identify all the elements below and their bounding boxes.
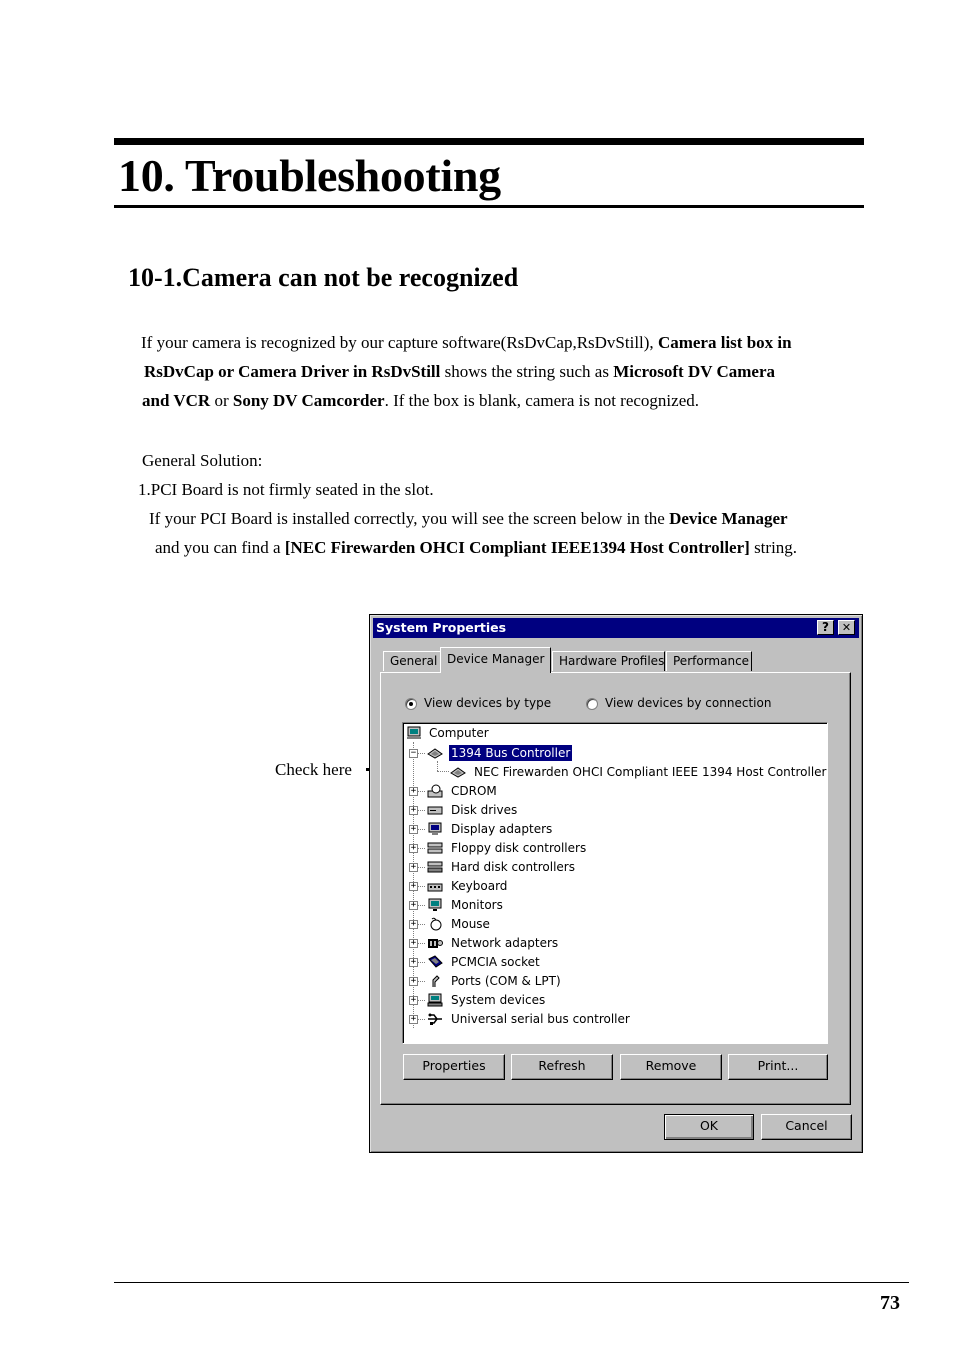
tree-label: NEC Firewarden OHCI Compliant IEEE 1394 Host Controller [474, 765, 827, 779]
radio-view-by-connection-label[interactable]: View devices by connection [605, 696, 772, 710]
remove-button[interactable]: Remove [620, 1054, 722, 1080]
tree-connector [418, 905, 425, 906]
tree-label: PCMCIA socket [451, 955, 540, 969]
tree-connector [418, 791, 425, 792]
help-button[interactable]: ? [817, 620, 834, 635]
system-device-icon [427, 993, 443, 1007]
tree-connector [418, 943, 425, 944]
tree-label: Disk drives [451, 803, 518, 817]
tree-item-floppy-disk-controllers[interactable] [403, 839, 827, 858]
intro-line-3: and VCR or Sony DV Camcorder. If the box is blank, camera is not recognized. [142, 391, 699, 410]
chapter-top-rule [114, 138, 864, 145]
network-adapter-icon [427, 936, 443, 950]
tree-item-1394-bus-controller[interactable] [403, 744, 827, 763]
properties-button[interactable]: Properties [403, 1054, 505, 1080]
dialog-titlebar[interactable] [373, 618, 859, 638]
page-number: 73 [880, 1292, 900, 1314]
print-button[interactable]: Print... [728, 1054, 828, 1080]
expand-icon[interactable]: + [410, 900, 417, 910]
tab-hardware-profiles[interactable]: Hardware Profiles [552, 651, 665, 671]
close-button[interactable]: ✕ [838, 620, 855, 635]
footer-rule [114, 1282, 909, 1283]
expand-icon[interactable]: + [410, 786, 417, 796]
tree-item-usb-controller[interactable] [403, 1010, 827, 1029]
bus-controller-icon [427, 746, 443, 760]
expand-icon[interactable]: + [410, 957, 417, 967]
tree-label: Ports (COM & LPT) [451, 974, 561, 988]
tree-item-computer[interactable] [403, 725, 827, 744]
tree-label: Universal serial bus controller [451, 1012, 630, 1026]
tree-item-nec-host-controller[interactable] [403, 763, 827, 782]
tree-connector [418, 981, 425, 982]
solution-heading: General Solution: [142, 451, 263, 470]
tree-item-network-adapters[interactable] [403, 934, 827, 953]
device-tree[interactable] [402, 722, 828, 1044]
usb-icon [427, 1012, 443, 1026]
solution-line-2: and you can find a [NEC Firewarden OHCI Compliant IEEE1394 Host Controller] string. [155, 538, 798, 557]
expand-icon[interactable]: + [410, 881, 417, 891]
expand-icon[interactable]: + [410, 995, 417, 1005]
expand-icon[interactable]: + [410, 824, 417, 834]
tree-connector [418, 848, 425, 849]
display-adapter-icon [427, 822, 443, 836]
tab-general[interactable]: General [383, 651, 442, 671]
tree-item-disk-drives[interactable] [403, 801, 827, 820]
intro-line-2: RsDvCap or Camera Driver in RsDvStill shows the string such as Microsoft DV Camera [144, 362, 775, 381]
computer-icon [406, 726, 422, 740]
tree-item-cdrom[interactable] [403, 782, 827, 801]
tree-item-hard-disk-controllers[interactable] [403, 858, 827, 877]
tree-label: CDROM [451, 784, 497, 798]
tree-connector [418, 962, 425, 963]
tree-item-monitors[interactable] [403, 896, 827, 915]
ok-button[interactable]: OK [664, 1114, 754, 1140]
tree-connector [418, 924, 425, 925]
radio-view-by-type-label[interactable]: View devices by type [424, 696, 552, 710]
collapse-icon[interactable]: − [410, 748, 417, 758]
monitor-icon [427, 898, 443, 912]
cdrom-icon [427, 784, 443, 798]
tree-label: Computer [429, 726, 489, 740]
tab-performance[interactable]: Performance [666, 651, 752, 671]
tree-connector [418, 1019, 425, 1020]
expand-icon[interactable]: + [410, 938, 417, 948]
hard-disk-controller-icon [427, 860, 443, 874]
check-here-label: Check here [275, 760, 352, 779]
refresh-button[interactable]: Refresh [511, 1054, 613, 1080]
tree-label: Monitors [451, 898, 503, 912]
chapter-title: 10. Troubleshooting [118, 150, 501, 201]
expand-icon[interactable]: + [410, 862, 417, 872]
tree-item-system-devices[interactable] [403, 991, 827, 1010]
solution-line-1: If your PCI Board is installed correctly, you will see the screen below in the Device Manager [149, 509, 788, 528]
tree-label: Keyboard [451, 879, 508, 893]
tree-label: Mouse [451, 917, 490, 931]
dialog-title: System Properties [376, 620, 507, 635]
disk-drive-icon [427, 803, 443, 817]
section-title: 10-1.Camera can not be recognized [128, 263, 519, 292]
pcmcia-icon [427, 955, 443, 969]
port-icon [427, 974, 443, 988]
tree-label: Hard disk controllers [451, 860, 575, 874]
tree-item-display-adapters[interactable] [403, 820, 827, 839]
cancel-button[interactable]: Cancel [761, 1114, 852, 1140]
expand-icon[interactable]: + [410, 805, 417, 815]
floppy-controller-icon [427, 841, 443, 855]
tree-connector [418, 867, 425, 868]
mouse-icon [427, 917, 443, 931]
tree-label: Floppy disk controllers [451, 841, 587, 855]
chapter-bottom-rule [114, 205, 864, 208]
tree-item-mouse[interactable] [403, 915, 827, 934]
tree-connector [418, 1000, 425, 1001]
tree-label: System devices [451, 993, 546, 1007]
expand-icon[interactable]: + [410, 976, 417, 986]
intro-line-1: If your camera is recognized by our capture software(RsDvCap,RsDvStill), Camera list box in [141, 333, 792, 352]
bus-controller-icon [450, 765, 466, 779]
system-properties-dialog [369, 614, 863, 1153]
tree-item-keyboard[interactable] [403, 877, 827, 896]
tree-label-selected: 1394 Bus Controller [451, 746, 571, 760]
tree-label: Display adapters [451, 822, 553, 836]
tree-connector [418, 810, 425, 811]
solution-item-1: 1.PCI Board is not firmly seated in the slot. [138, 480, 434, 499]
tree-item-pcmcia-socket[interactable] [403, 953, 827, 972]
expand-icon[interactable]: + [410, 1014, 417, 1024]
radio-view-by-type[interactable] [405, 698, 417, 710]
expand-icon[interactable]: + [410, 843, 417, 853]
expand-icon[interactable]: + [410, 919, 417, 929]
tree-connector [418, 886, 425, 887]
radio-view-by-connection[interactable] [586, 698, 598, 710]
tree-connector [418, 753, 425, 754]
tree-item-ports[interactable] [403, 972, 827, 991]
tab-device-manager[interactable]: Device Manager [440, 647, 551, 673]
keyboard-icon [427, 879, 443, 893]
tree-connector [418, 829, 425, 830]
tree-label: Network adapters [451, 936, 559, 950]
